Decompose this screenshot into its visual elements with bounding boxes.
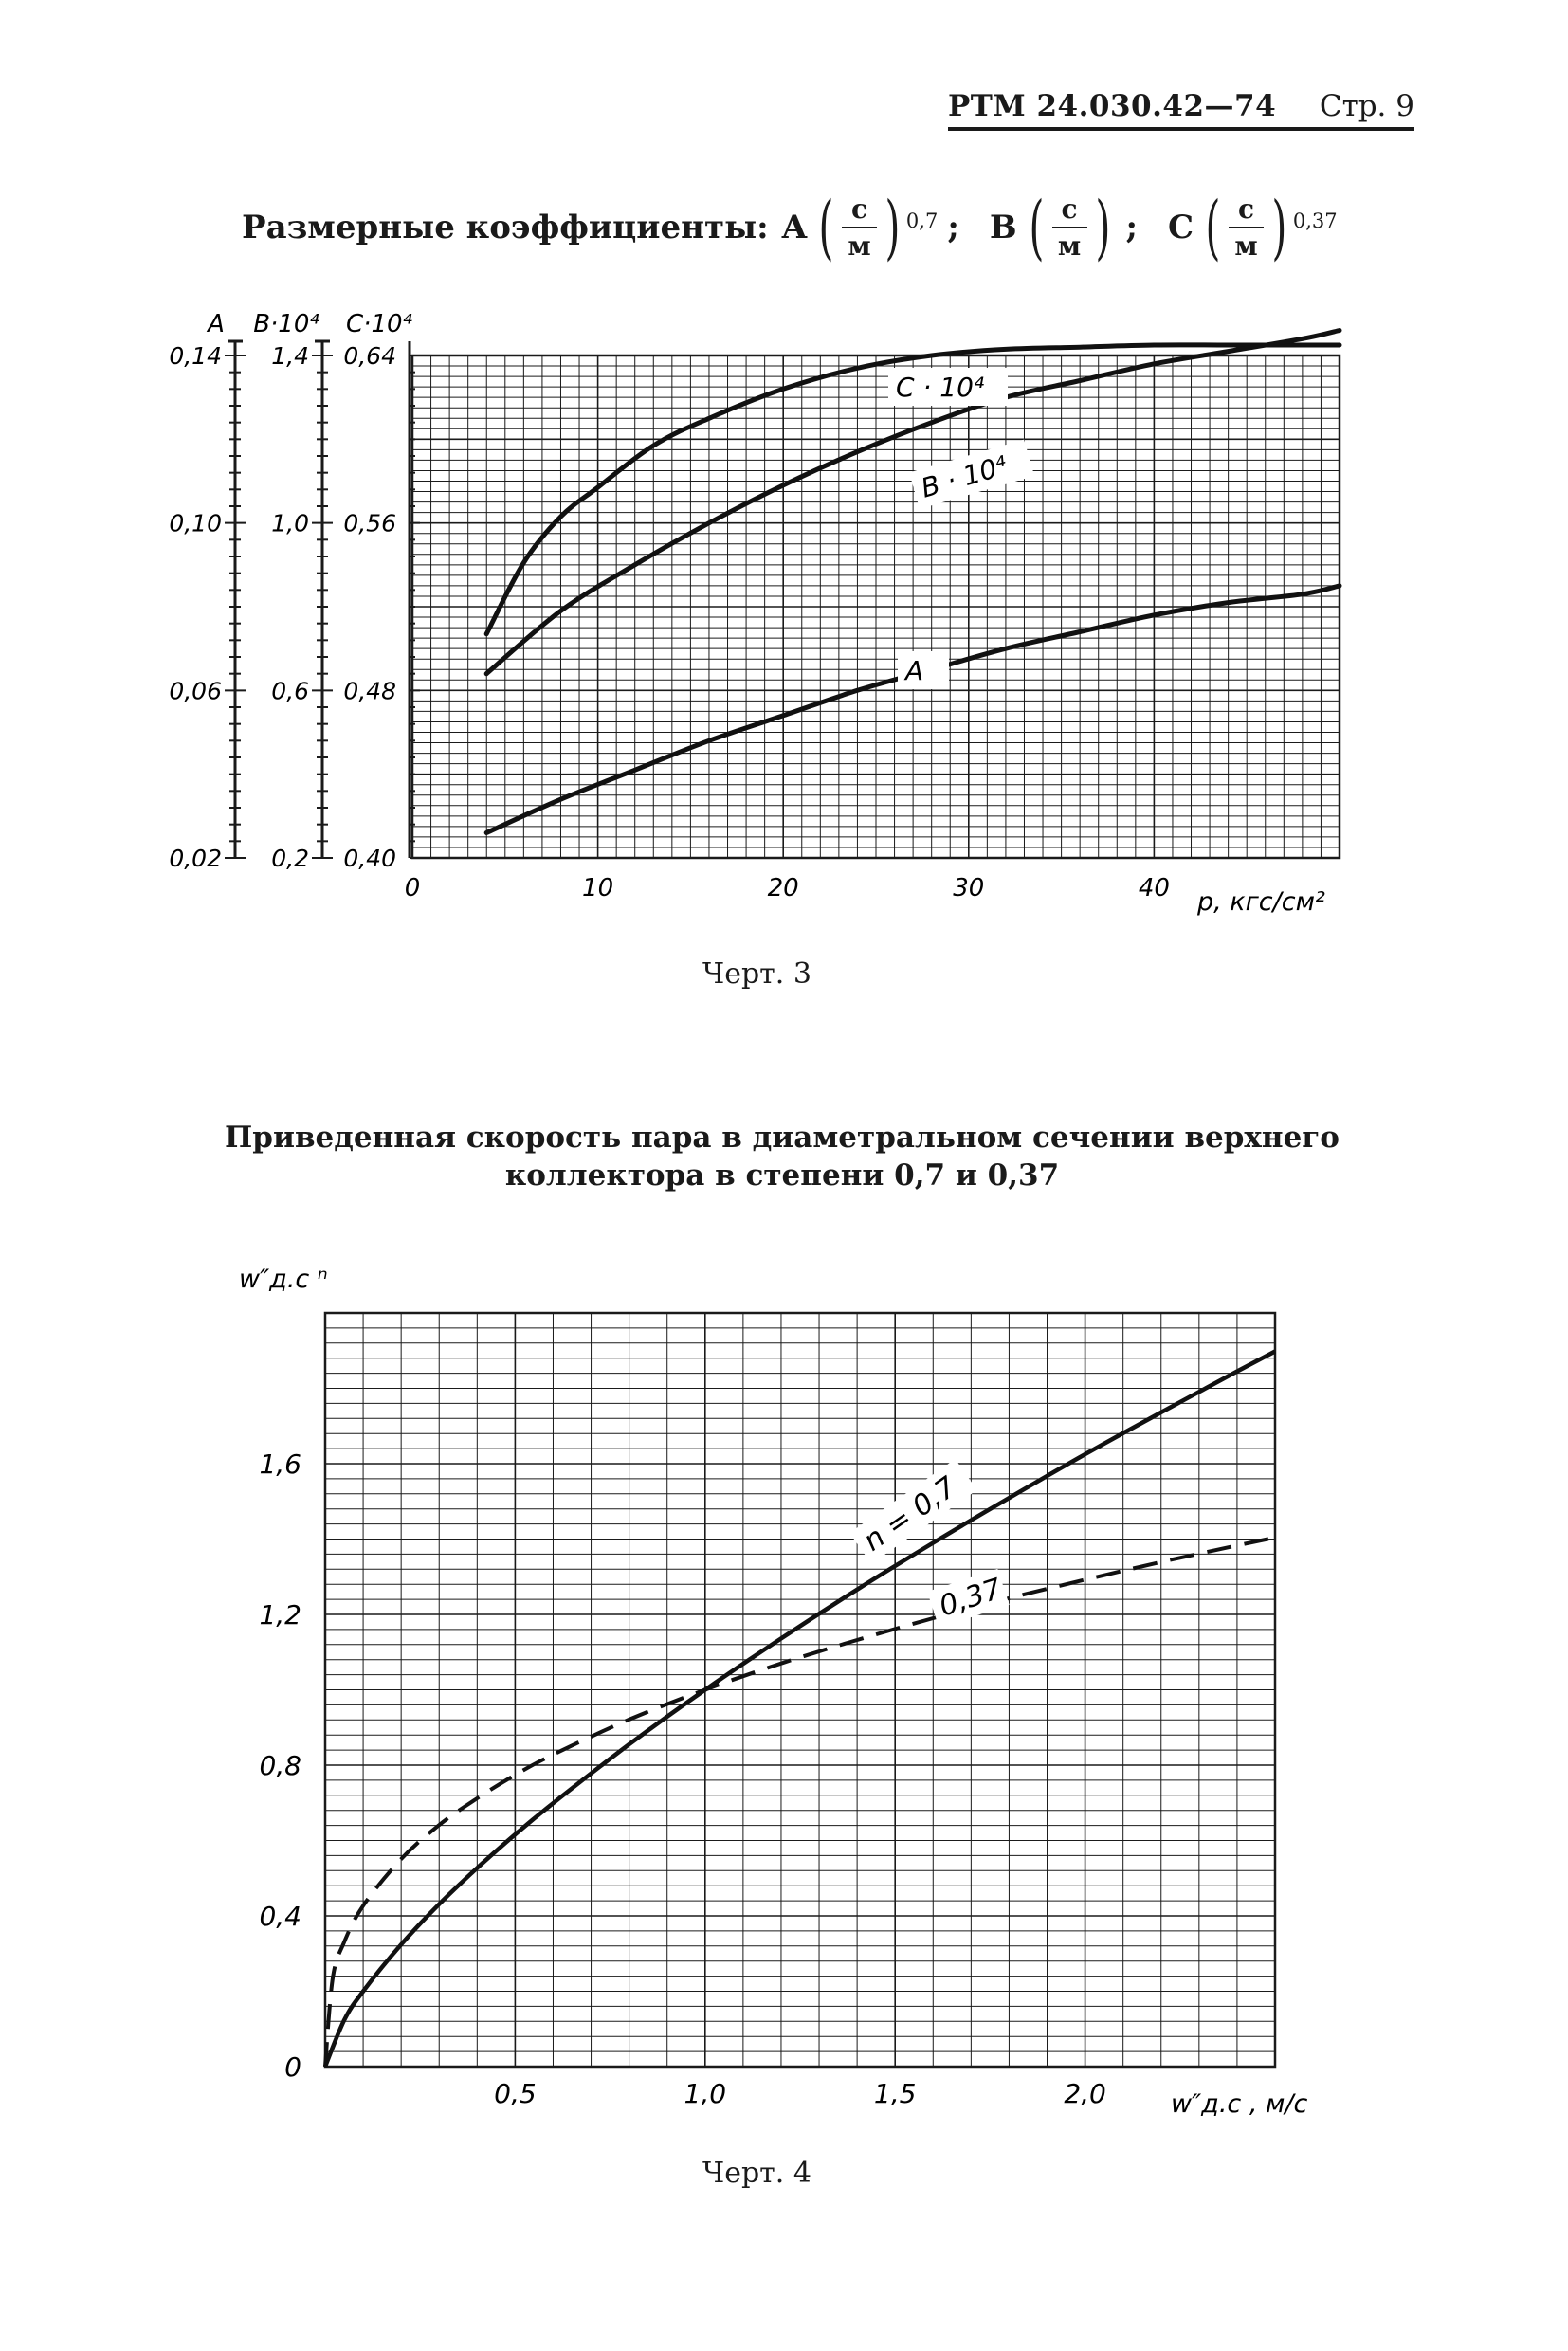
y-tick-label: 0 [284,2051,301,2083]
coefficient-exponent: 0,37 [1292,210,1338,232]
fraction-denominator: м [1057,230,1082,262]
series-label-group [849,1459,976,1564]
y-tick-label: 1,6 [259,1449,301,1480]
x-axis-label: w″д.с , м/с [1171,2089,1308,2119]
coefficient-letter: B [989,209,1017,246]
y-tick-label: 0,8 [259,1750,301,1781]
axis-tick-label: 0,02 [169,845,222,872]
coefficients-chart [0,0,1568,1043]
page-number: Стр. 9 [1319,89,1414,123]
coefficient-letter: C [1168,209,1194,246]
y-tick-label: 1,2 [259,1599,301,1631]
axis-label-2: C·10⁴ [346,310,412,338]
axis-tick-label: 1,4 [271,342,309,370]
coefficient-a: A ( $\frac{c}{м}$ ) 0,7 ; [781,187,959,268]
coefficient-c: C ( $\frac{c}{м}$ ) 0,37 [1168,187,1338,268]
axis-tick-label: 1,0 [271,509,309,538]
series-line-1 [325,1538,1275,2067]
axis-tick-label: 0,2 [271,845,309,872]
x-tick-label: 20 [767,874,799,902]
figure1-caption: Черт. 3 [702,957,811,991]
y-tick-label: 0,4 [259,1901,301,1932]
series-label: n = 0,7 [857,1470,963,1558]
figure2-caption: Черт. 4 [702,2157,811,2190]
y-axis-label: w″д.с ⁿ [239,1265,328,1294]
axis-label-1: B·10⁴ [253,310,319,338]
series-label: B · 10⁴ [917,449,1012,504]
figure2-title-line2: коллектора в степени 0,7 и 0,37 [504,1158,1060,1194]
fraction-numerator: c [842,193,877,228]
axis-tick-label: 0,40 [343,845,396,872]
x-tick-label: 0,5 [494,2078,537,2109]
axis-tick-label: 0,14 [169,342,222,370]
axis-tick-label: 0,06 [169,677,222,705]
coefficient-b: B ( $\frac{c}{м}$ ) ; [989,187,1139,268]
fraction-numerator: c [1229,193,1264,228]
series-label-group [927,1569,1010,1628]
fraction-denominator: м [848,230,871,262]
x-tick-label: 30 [953,874,985,902]
coefficient-letter: A [781,209,808,246]
coefficient-exponent: 0,7 [905,210,939,232]
series-label-group [888,368,1008,406]
coefficient-separator: ; [947,209,959,246]
coefficient-separator: ; [1125,209,1139,246]
x-tick-label: 1,0 [684,2078,727,2109]
document-code: РТМ 24.030.42—74 [948,89,1277,123]
fraction-denominator: м [1234,230,1258,262]
series-label: C · 10⁴ [896,372,985,403]
axis-label-0: A [208,310,225,338]
x-tick-label: 0 [404,874,421,902]
axis-tick-label: 0,56 [343,509,396,538]
series-label-group [898,651,949,689]
x-tick-label: 40 [1138,874,1170,902]
axis-tick-label: 0,48 [343,677,396,705]
x-tick-label: 2,0 [1064,2078,1106,2109]
fraction-numerator: c [1052,193,1087,228]
series-label: 0,37 [935,1572,1006,1624]
series-line-0 [325,1352,1275,2068]
series-label: A [905,655,924,686]
x-axis-label: p, кгс/см² [1197,887,1325,917]
figure2-title-line1: Приведенная скорость пара в диаметральном сечении верхнего [225,1121,1340,1155]
steam-velocity-chart [0,1232,1568,2133]
axis-tick-label: 0,64 [343,342,396,370]
figure1-title-text: Размерные коэффициенты: [242,209,769,246]
figure2-title [190,1119,1375,1195]
axis-tick-label: 0,10 [169,509,222,538]
x-tick-label: 1,5 [873,2078,917,2109]
axis-tick-label: 0,6 [271,677,309,705]
x-tick-label: 10 [582,874,614,902]
